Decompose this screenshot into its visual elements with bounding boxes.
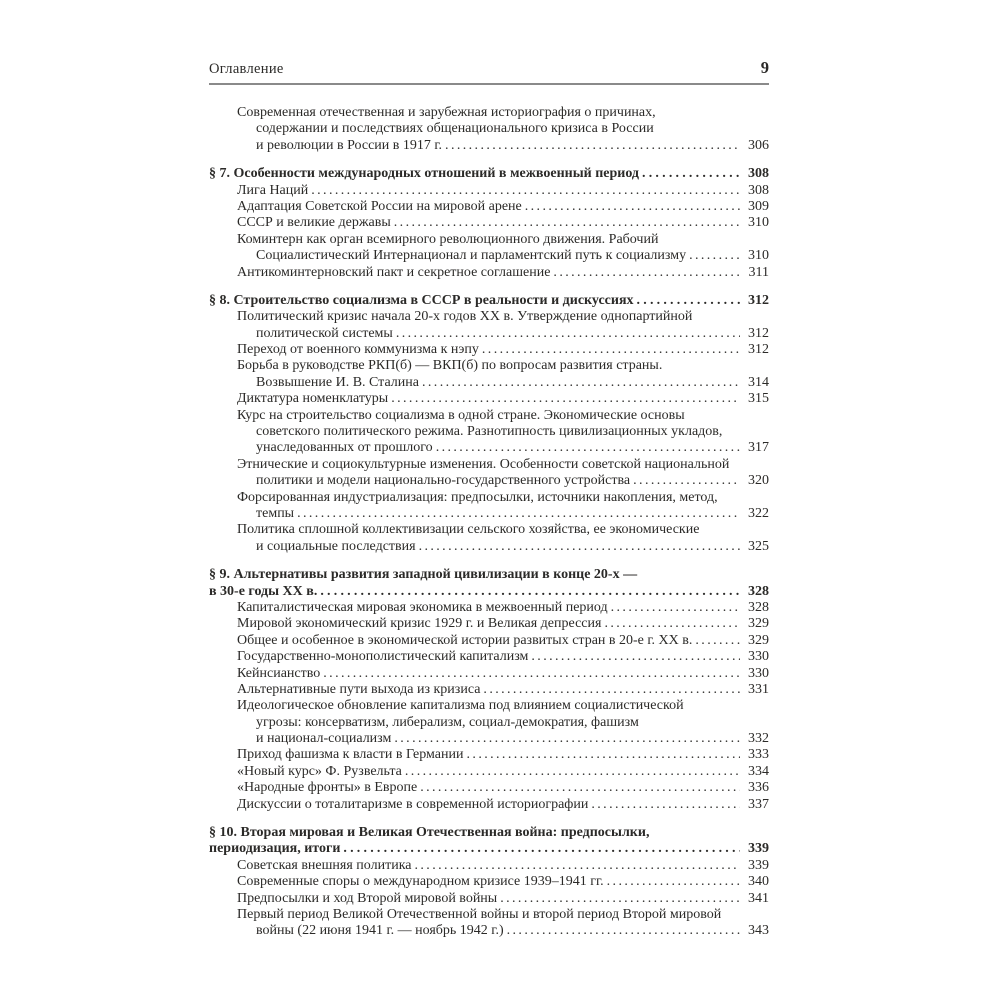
toc-text: темпы bbox=[256, 505, 295, 521]
toc-text: «Новый курс» Ф. Рузвельта bbox=[237, 763, 402, 779]
leader-dots bbox=[396, 326, 740, 342]
toc-text: Современная отечественная и зарубежная историография о причинах, bbox=[237, 105, 656, 120]
toc-page-number: 330 bbox=[748, 665, 769, 681]
toc-line bbox=[209, 584, 769, 600]
toc-line bbox=[209, 522, 769, 538]
toc-page-number: 339 bbox=[748, 857, 769, 873]
page-title: Оглавление bbox=[209, 61, 284, 77]
toc-text: Курс на строительство социализма в одной стране. Экономические основы bbox=[237, 407, 685, 423]
toc-page-number: 306 bbox=[748, 137, 769, 153]
toc-text: угрозы: консерватизм, либерализм, социал-демократия, фашизм bbox=[256, 714, 639, 730]
toc-page-number: 315 bbox=[748, 391, 769, 407]
toc-page-number: 317 bbox=[748, 440, 769, 456]
toc-text: политики и модели национально-государственного устройства bbox=[256, 473, 631, 489]
toc-page-number: 308 bbox=[748, 182, 769, 198]
toc-page-number: 330 bbox=[748, 649, 769, 665]
leader-dots bbox=[343, 841, 740, 857]
toc-line bbox=[209, 166, 769, 182]
toc-line bbox=[209, 923, 769, 939]
toc-page-number: 341 bbox=[748, 890, 769, 906]
toc-line bbox=[209, 682, 769, 698]
leader-dots bbox=[695, 633, 740, 649]
toc-page-number: 312 bbox=[748, 292, 769, 308]
leader-dots bbox=[394, 731, 740, 747]
toc-text: § 8. Строительство социализма в СССР в реальности и дискуссиях bbox=[209, 292, 634, 308]
toc-text: периодизация, итоги bbox=[209, 841, 341, 857]
toc-text: § 10. Вторая мировая и Великая Отечественная война: предпосылки, bbox=[209, 825, 650, 841]
leader-dots bbox=[500, 891, 740, 907]
leader-dots bbox=[591, 797, 740, 813]
toc-text: Первый период Великой Отечественной войны и второй период Второй мировой bbox=[237, 906, 722, 922]
toc-page-number: 312 bbox=[748, 325, 769, 341]
toc-line bbox=[209, 457, 769, 473]
toc-page-number: 310 bbox=[748, 248, 769, 264]
leader-dots bbox=[642, 166, 740, 182]
toc-text: § 9. Альтернативы развития западной цивилизации в конце 20-х — bbox=[209, 567, 638, 583]
toc-page-number: 312 bbox=[748, 342, 769, 358]
page-header bbox=[209, 58, 769, 85]
leader-dots bbox=[633, 473, 740, 489]
leader-dots bbox=[323, 666, 740, 682]
toc-line bbox=[209, 825, 769, 841]
toc-line bbox=[209, 138, 769, 154]
toc-line bbox=[209, 391, 769, 407]
toc-text: Переход от военного коммунизма к нэпу bbox=[237, 342, 479, 358]
toc-text: Государственно-монополистический капитализм bbox=[237, 649, 529, 665]
toc-text: Форсированная индустриализация: предпосылки, источники накопления, метод, bbox=[237, 489, 718, 505]
toc-line bbox=[209, 293, 769, 309]
toc-text: советского политического режима. Разнотипность цивилизационных укладов, bbox=[256, 424, 723, 440]
toc-line bbox=[209, 506, 769, 522]
toc-line bbox=[209, 440, 769, 456]
toc-line bbox=[209, 666, 769, 682]
toc-text: в 30-е годы XX в. bbox=[209, 583, 318, 599]
toc-text: политической системы bbox=[256, 325, 393, 341]
toc-line bbox=[209, 567, 769, 583]
page-content bbox=[209, 58, 769, 940]
toc-line bbox=[209, 215, 769, 231]
toc-line bbox=[209, 424, 769, 440]
toc-text: Политический кризис начала 20-х годов XX в. Утверждение однопартийной bbox=[237, 309, 693, 325]
toc-page-number: 329 bbox=[748, 616, 769, 632]
leader-dots bbox=[483, 682, 740, 698]
toc-page-number: 334 bbox=[748, 763, 769, 779]
toc-line bbox=[209, 199, 769, 215]
leader-dots bbox=[445, 138, 740, 154]
toc-line bbox=[209, 907, 769, 923]
toc-text: Диктатура номенклатуры bbox=[237, 391, 389, 407]
leader-dots bbox=[553, 265, 740, 281]
toc-text: Лига Наций bbox=[237, 182, 309, 198]
toc-page-number: 337 bbox=[748, 796, 769, 812]
page-number: 9 bbox=[760, 58, 769, 77]
toc-line bbox=[209, 309, 769, 325]
toc-line bbox=[209, 408, 769, 424]
toc-page-number: 329 bbox=[748, 632, 769, 648]
toc-page-number: 314 bbox=[748, 374, 769, 390]
toc-page-number: 309 bbox=[748, 198, 769, 214]
toc-page-number: 310 bbox=[748, 215, 769, 231]
toc-line bbox=[209, 649, 769, 665]
toc-page-number: 308 bbox=[748, 166, 769, 182]
toc-text: Борьба в руководстве РКП(б) — ВКП(б) по вопросам развития страны. bbox=[237, 358, 663, 374]
toc-text: войны (22 июня 1941 г. — ноябрь 1942 г.) bbox=[256, 923, 504, 939]
toc-text: Идеологическое обновление капитализма под влиянием социалистической bbox=[237, 698, 684, 714]
leader-dots bbox=[422, 375, 740, 391]
toc-text: Современные споры о международном кризисе 1939–1941 гг. bbox=[237, 874, 604, 890]
leader-dots bbox=[419, 539, 740, 555]
toc-text: и социальные последствия bbox=[256, 538, 416, 554]
toc-text: Предпосылки и ход Второй мировой войны bbox=[237, 890, 498, 906]
toc-page-number: 311 bbox=[748, 264, 769, 280]
toc-text: унаследованных от прошлого bbox=[256, 440, 433, 456]
toc-line bbox=[209, 891, 769, 907]
leader-dots bbox=[436, 440, 740, 456]
toc-line bbox=[209, 121, 769, 137]
toc-text: Мировой экономический кризис 1929 г. и Великая депрессия bbox=[237, 616, 602, 632]
leader-dots bbox=[311, 183, 740, 199]
toc-text: СССР и великие державы bbox=[237, 215, 391, 231]
toc-line bbox=[209, 797, 769, 813]
toc-line bbox=[209, 715, 769, 731]
toc-page-number: 332 bbox=[748, 731, 769, 747]
toc-line bbox=[209, 232, 769, 248]
toc-page-number: 328 bbox=[748, 583, 769, 599]
toc-text: Антикоминтерновский пакт и секретное соглашение bbox=[237, 264, 551, 280]
leader-dots bbox=[689, 248, 740, 264]
leader-dots bbox=[604, 616, 740, 632]
leader-dots bbox=[297, 506, 740, 522]
leader-dots bbox=[405, 764, 740, 780]
toc-text: Капиталистическая мировая экономика в межвоенный период bbox=[237, 599, 608, 615]
leader-dots bbox=[507, 923, 740, 939]
toc-line bbox=[209, 342, 769, 358]
toc-line bbox=[209, 326, 769, 342]
leader-dots bbox=[391, 391, 740, 407]
toc-line bbox=[209, 375, 769, 391]
toc-line bbox=[209, 248, 769, 264]
leader-dots bbox=[531, 649, 740, 665]
toc-text: Адаптация Советской России на мировой арене bbox=[237, 198, 522, 214]
toc-page-number: 339 bbox=[748, 841, 769, 857]
toc-line bbox=[209, 780, 769, 796]
toc-text: Социалистический Интернационал и парламентский путь к социализму bbox=[256, 248, 687, 264]
toc-line bbox=[209, 105, 769, 121]
toc-line bbox=[209, 764, 769, 780]
leader-dots bbox=[320, 584, 740, 600]
toc-text: Общее и особенное в экономической истории развитых стран в 20-е г. XX в. bbox=[237, 632, 693, 648]
toc-text: и революции в России в 1917 г. bbox=[256, 137, 443, 153]
leader-dots bbox=[420, 780, 740, 796]
toc-page-number: 328 bbox=[748, 599, 769, 615]
toc-line bbox=[209, 747, 769, 763]
toc-line bbox=[209, 183, 769, 199]
toc-text: и национал-социализм bbox=[256, 731, 392, 747]
toc-text: Альтернативные пути выхода из кризиса bbox=[237, 681, 481, 697]
toc-line bbox=[209, 616, 769, 632]
toc-page-number: 336 bbox=[748, 780, 769, 796]
leader-dots bbox=[611, 600, 740, 616]
leader-dots bbox=[525, 199, 740, 215]
toc-page-number: 331 bbox=[748, 681, 769, 697]
toc-text: § 7. Особенности международных отношений в межвоенный период bbox=[209, 166, 640, 182]
leader-dots bbox=[394, 215, 740, 231]
toc-line bbox=[209, 874, 769, 890]
toc-page-number: 325 bbox=[748, 538, 769, 554]
toc-page-number: 333 bbox=[748, 747, 769, 763]
toc-line bbox=[209, 473, 769, 489]
toc-line bbox=[209, 841, 769, 857]
toc-list bbox=[209, 105, 769, 940]
toc-line bbox=[209, 698, 769, 714]
toc-line bbox=[209, 633, 769, 649]
toc-page-number: 322 bbox=[748, 505, 769, 521]
toc-text: Приход фашизма к власти в Германии bbox=[237, 747, 464, 763]
toc-text: Советская внешняя политика bbox=[237, 857, 412, 873]
toc-line bbox=[209, 858, 769, 874]
toc-text: Кейнсианство bbox=[237, 665, 321, 681]
toc-text: Дискуссии о тоталитаризме в современной историографии bbox=[237, 796, 589, 812]
toc-line bbox=[209, 731, 769, 747]
toc-line bbox=[209, 490, 769, 506]
toc-page-number: 343 bbox=[748, 923, 769, 939]
toc-text: Коминтерн как орган всемирного революционного движения. Рабочий bbox=[237, 231, 659, 247]
toc-text: содержании и последствиях общенационального кризиса в России bbox=[256, 121, 654, 137]
toc-text: Возвышение И. В. Сталина bbox=[256, 374, 419, 390]
toc-line bbox=[209, 358, 769, 374]
leader-dots bbox=[467, 747, 740, 763]
toc-page-number: 320 bbox=[748, 473, 769, 489]
leader-dots bbox=[482, 342, 740, 358]
toc-text: Этнические и социокультурные изменения. Особенности советской национальной bbox=[237, 456, 730, 472]
toc-line bbox=[209, 539, 769, 555]
leader-dots bbox=[637, 293, 740, 309]
toc-page-number: 340 bbox=[748, 874, 769, 890]
toc-text: «Народные фронты» в Европе bbox=[237, 780, 418, 796]
toc-text: Политика сплошной коллективизации сельского хозяйства, ее экономические bbox=[237, 522, 700, 538]
toc-line bbox=[209, 600, 769, 616]
leader-dots bbox=[415, 858, 741, 874]
leader-dots bbox=[607, 874, 740, 890]
toc-line bbox=[209, 265, 769, 281]
